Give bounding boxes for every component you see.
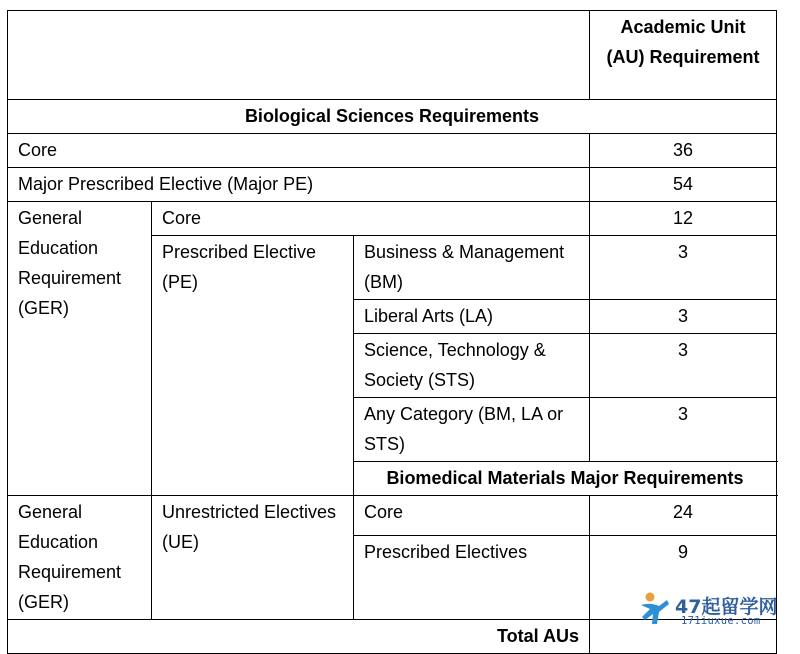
- row-au-ue-core: 24: [590, 496, 777, 536]
- row-au-core: 36: [590, 134, 777, 168]
- row-au-major-pe: 54: [590, 168, 777, 202]
- row-au-bm: 3: [590, 236, 777, 300]
- watermark: [637, 590, 787, 632]
- row-label-sts: Science, Technology & Society (STS): [354, 334, 590, 398]
- watermark-url: 171iuxue.com: [681, 615, 761, 627]
- person-logo-icon: [637, 590, 677, 630]
- row-label-ger-core: Core: [152, 202, 590, 236]
- row-label-ue-core: Core: [354, 496, 590, 536]
- row-au-any: 3: [590, 398, 777, 462]
- row-label-la: Liberal Arts (LA): [354, 300, 590, 334]
- header-empty-cell: [8, 11, 590, 100]
- table-row: [8, 202, 777, 236]
- row-au-sts: 3: [590, 334, 777, 398]
- total-label: Total AUs: [8, 620, 590, 654]
- row-label-ger-pe: Prescribed Elective (PE): [152, 236, 354, 496]
- au-column-header: Academic Unit (AU) Requirement: [590, 11, 777, 100]
- row-au-ger-core: 12: [590, 202, 777, 236]
- table-row: [8, 134, 777, 168]
- row-label-ger: General Education Requirement (GER): [8, 202, 152, 496]
- row-label-core: Core: [8, 134, 590, 168]
- section-title-bio: Biological Sciences Requirements: [8, 100, 777, 134]
- row-label-ue: Unrestricted Electives (UE): [152, 496, 354, 620]
- au-requirements-table: [7, 10, 777, 654]
- section-title-biomed: Biomedical Materials Major Requirements: [354, 462, 777, 496]
- row-label-ue-pe: Prescribed Electives: [354, 536, 590, 620]
- row-label-major-pe: Major Prescribed Elective (Major PE): [8, 168, 590, 202]
- watermark-brand: 47起留学网: [675, 596, 778, 618]
- header-row: [8, 11, 777, 100]
- row-au-la: 3: [590, 300, 777, 334]
- row-label-biomed-ger: General Education Requirement (GER): [8, 496, 152, 620]
- row-label-any: Any Category (BM, LA or STS): [354, 398, 590, 462]
- section-row-bio: [8, 100, 777, 134]
- table-row: [8, 168, 777, 202]
- row-label-bm: Business & Management (BM): [354, 236, 590, 300]
- table-row: [8, 496, 777, 536]
- row-au-ue-pe: 9: [590, 536, 777, 620]
